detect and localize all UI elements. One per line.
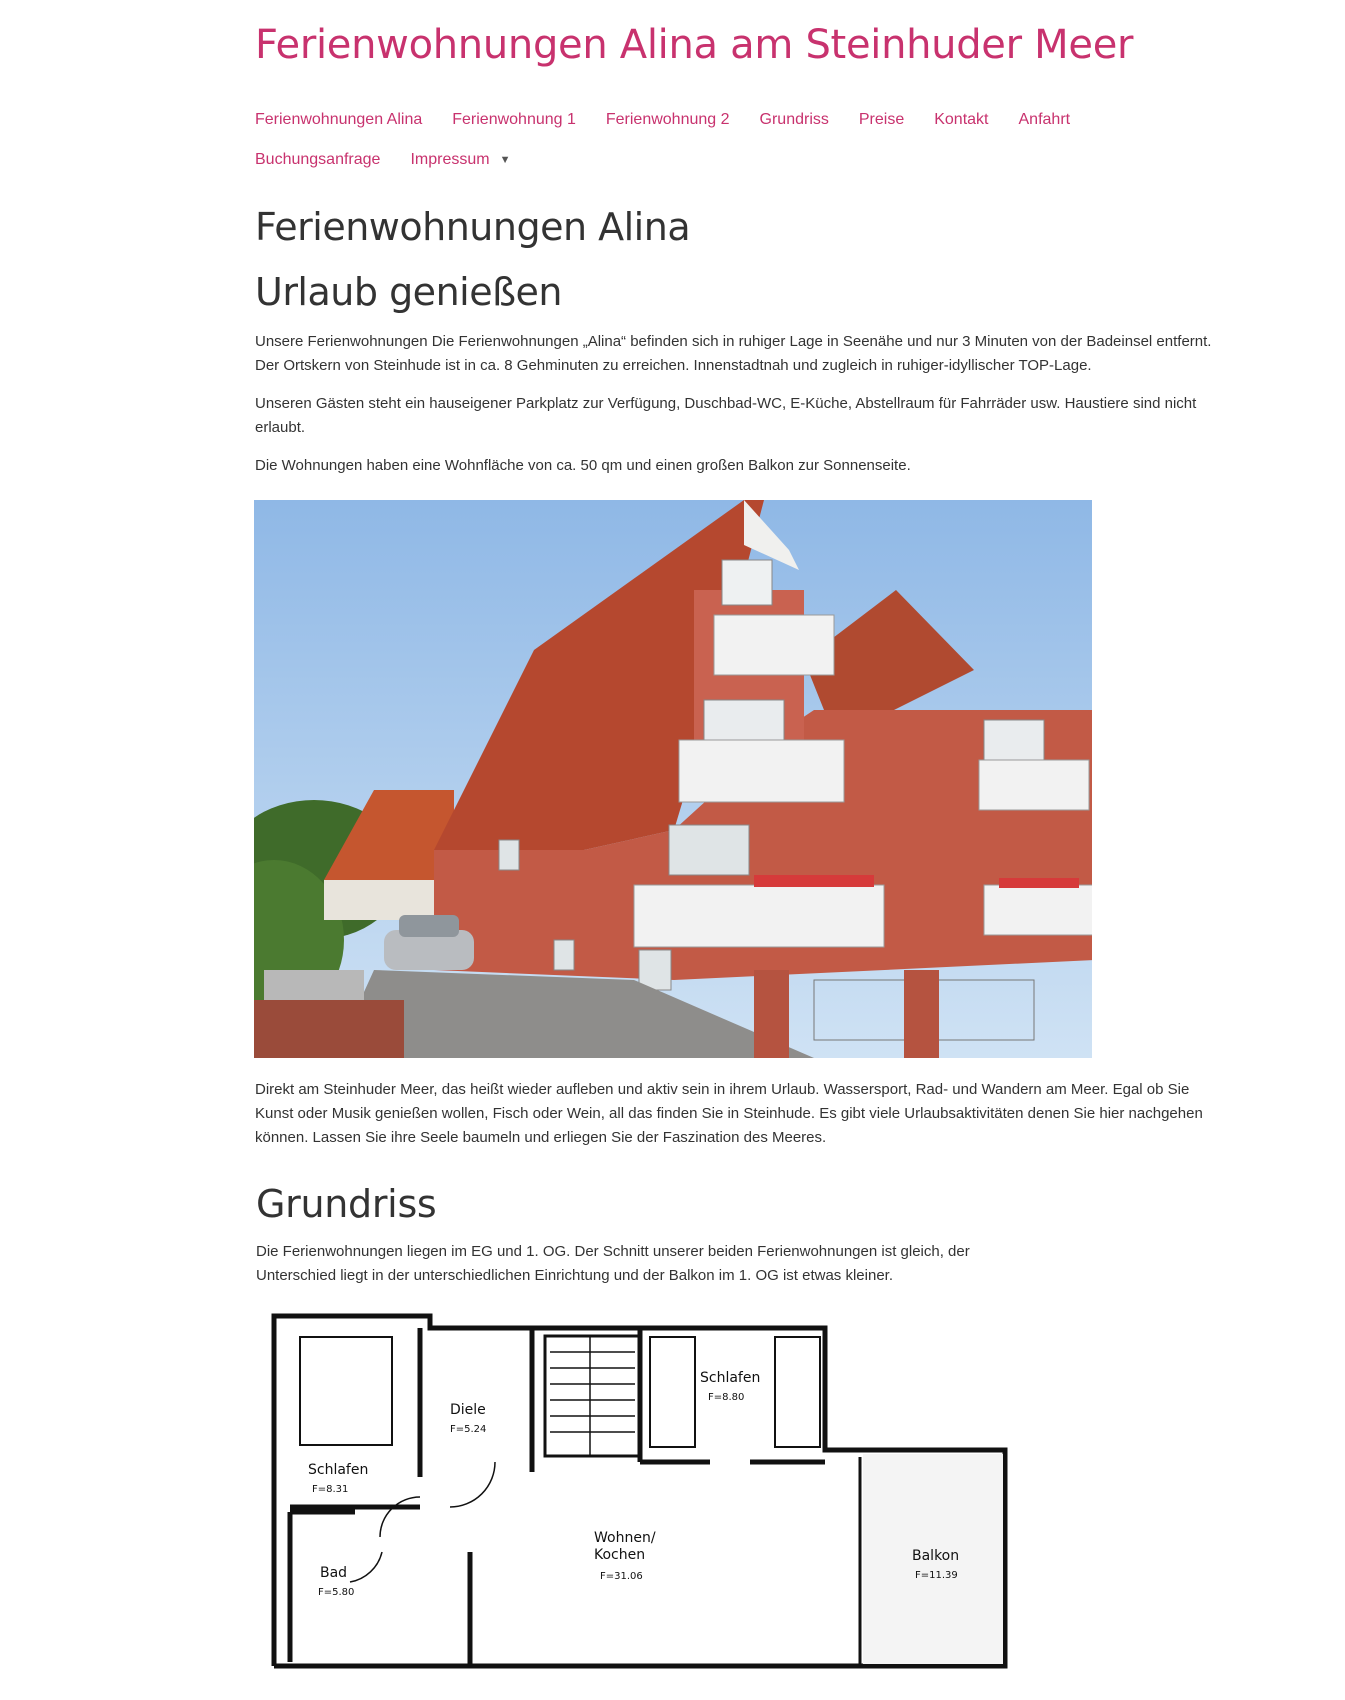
room-area-wohnen: F=31.06 — [600, 1571, 643, 1582]
nav-item-anfahrt[interactable]: Anfahrt — [1018, 111, 1071, 128]
nav-item-grundriss[interactable]: Grundriss — [759, 111, 829, 128]
destination-paragraph: Direkt am Steinhuder Meer, das heißt wieder aufleben und aktiv sein in ihrem Urlaub. Wassersport, Rad- und Wandern am Meer. Egal ob Sie Kunst oder Musik genießen wollen, Fisch oder Wein, all das finden Sie in Steinhude. Es gibt viele Urlaubsaktivitäten denen Sie hier nachgehen können. Lassen Sie ihre Seele baumeln und erliegen Sie der Faszination des Meeres. — [255, 1081, 1203, 1146]
room-label-diele: Diele — [450, 1402, 486, 1418]
amenities-paragraph: Unseren Gästen steht ein hauseigener Parkplatz zur Verfügung, Duschbad-WC, E-Küche, Abstellraum für Fahrräder usw. Haustiere sind nicht erlaubt. — [255, 395, 1197, 436]
site-title[interactable]: Ferienwohnungen Alina am Steinhuder Meer — [255, 22, 1134, 68]
floor-plan — [270, 1312, 1020, 1672]
nav-item-ferienwohnung-1[interactable]: Ferienwohnung 1 — [452, 111, 576, 128]
room-area-schlafen-2: F=8.80 — [708, 1392, 745, 1403]
intro-paragraph: Unsere Ferienwohnungen Die Ferienwohnungen „Alina“ befinden sich in ruhiger Lage in Seenähe und nur 3 Minuten von der Badeinsel entfernt. Der Ortskern von Steinhude ist in ca. 8 Gehminuten zu erreichen. Innenstadtnah und zugleich in ruhiger-idyllischer TOP-Lage. — [255, 333, 1212, 374]
house-photo — [254, 500, 1092, 1058]
floor-plan-drawing — [270, 1312, 1020, 1672]
section-title-grundriss: Grundriss — [256, 1182, 437, 1226]
nav-item-preise[interactable]: Preise — [858, 111, 905, 128]
room-label-balkon: Balkon — [912, 1548, 960, 1564]
house-photo-illustration — [254, 500, 1092, 1058]
page-title: Ferienwohnungen Alina — [255, 205, 691, 249]
nav-item-ferienwohnungen-alina[interactable]: Ferienwohnungen Alina — [255, 111, 423, 128]
nav-item-kontakt[interactable]: Kontakt — [934, 111, 989, 128]
nav-item-buchungsanfrage[interactable]: Buchungsanfrage — [255, 151, 381, 168]
size-paragraph: Die Wohnungen haben eine Wohnfläche von ca. 50 qm und einen großen Balkon zur Sonnenseite. — [255, 457, 911, 474]
room-area-bad: F=5.80 — [318, 1587, 355, 1598]
room-label-schlafen-2: Schlafen — [700, 1370, 761, 1386]
nav-row-2 — [255, 140, 1155, 180]
nav-item-ferienwohnung-2[interactable]: Ferienwohnung 2 — [605, 111, 730, 128]
main-nav — [255, 100, 1155, 180]
nav-item-impressum[interactable]: Impressum — [410, 151, 490, 168]
grundriss-paragraph: Die Ferienwohnungen liegen im EG und 1. OG. Der Schnitt unserer beiden Ferienwohnungen ist gleich, der Unterschied liegt in der unterschiedlichen Einrichtung und der Balkon im 1. OG ist etwas kleiner. — [256, 1243, 970, 1284]
room-area-schlafen-1: F=8.31 — [312, 1484, 349, 1495]
room-label-bad: Bad — [320, 1565, 348, 1581]
chevron-down-icon[interactable]: ▼ — [499, 154, 511, 166]
nav-row-1 — [255, 100, 1155, 140]
room-label-kochen: Kochen — [594, 1547, 646, 1563]
room-label-schlafen-1: Schlafen — [308, 1462, 369, 1478]
room-area-diele: F=5.24 — [450, 1424, 487, 1435]
section-title-urlaub: Urlaub genießen — [255, 270, 562, 314]
room-area-balkon: F=11.39 — [915, 1570, 958, 1581]
room-label-wohnen: Wohnen/ — [594, 1530, 656, 1546]
